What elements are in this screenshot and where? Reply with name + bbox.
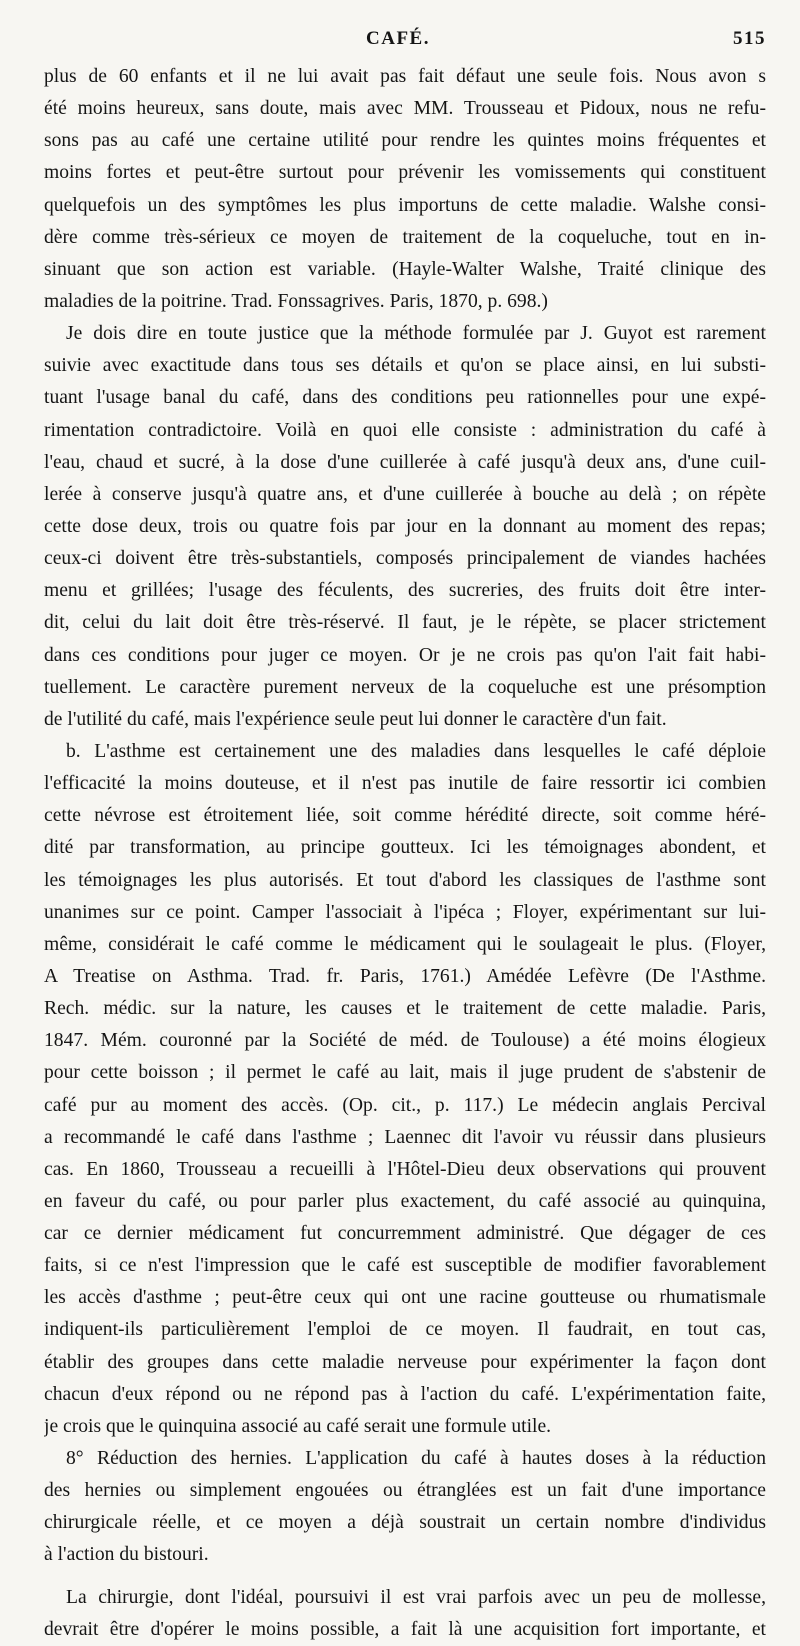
text-line: Je dois dire en toute justice que la méthode formulée par J. Guyot est rarement (66, 323, 766, 345)
text-line: été moins heureux, sans doute, mais avec MM. Trousseau et Pidoux, nous ne refu- (44, 98, 766, 120)
paragraph (44, 318, 766, 736)
text-line: même, considérait le café comme le médicament qui le soulageait le plus. (Floyer, (44, 933, 766, 955)
text-line: chacun d'eux répond ou ne répond pas à l'action du café. L'expérimentation faite, (44, 1383, 766, 1405)
text-line: de l'utilité du café, mais l'expérience seule peut lui donner le caractère d'un fait. (44, 708, 667, 730)
text-line: l'eau, chaud et sucré, à la dose d'une cuillerée à café jusqu'à deux ans, d'une cuil- (44, 451, 766, 473)
text-line: b. L'asthme est certainement une des maladies dans lesquelles le café déploie (66, 740, 766, 762)
text-line: indiquent-ils particulièrement l'emploi de ce moyen. Il faudrait, en tout cas, (44, 1319, 766, 1341)
text-line: menu et grillées; l'usage des féculents, des sucreries, des fruits doit être inter- (44, 580, 766, 602)
page-number: 515 (733, 28, 766, 49)
text-line: devrait être d'opérer le moins possible, a fait là une acquisition fort importante, et (44, 1618, 766, 1640)
text-line: les accès d'asthme ; peut-être ceux qui ont une racine goutteuse ou rhumatismale (44, 1287, 766, 1309)
text-line: a recommandé le café dans l'asthme ; Laennec dit l'avoir vu réussir dans plusieurs (44, 1126, 766, 1148)
text-line: maladies de la poitrine. Trad. Fonssagrives. Paris, 1870, p. 698.) (44, 290, 548, 312)
text-line: plus de 60 enfants et il ne lui avait pas fait défaut une seule fois. Nous avon s (44, 66, 766, 87)
text-line: établir des groupes dans cette maladie nerveuse pour expérimenter la façon dont (44, 1351, 766, 1373)
text-line: dans ces conditions pour juger ce moyen. Or je ne crois pas qu'on l'ait fait habi- (44, 644, 766, 666)
text-line: car ce dernier médicament fut concurremment administré. Que dégager de ces (44, 1223, 766, 1245)
text-line: 8° Réduction des hernies. L'application du café à hautes doses à la réduction (66, 1448, 766, 1470)
text-line: l'efficacité la moins douteuse, et il n'est pas inutile de faire ressortir ici combien (44, 773, 766, 795)
text-line: cette névrose est étroitement liée, soit comme hérédité directe, soit comme héré- (44, 805, 766, 827)
text-line: café pur au moment des accès. (Op. cit., p. 117.) Le médecin anglais Percival (44, 1094, 766, 1116)
text-line: tuellement. Le caractère purement nerveux de la coqueluche est une présomption (44, 676, 766, 698)
header-title: CAFÉ. (366, 28, 430, 49)
text-line: en faveur du café, ou pour parler plus exactement, du café associé au quinquina, (44, 1190, 766, 1212)
text-line: pour cette boisson ; il permet le café au lait, mais il juge prudent de s'abstenir de (44, 1062, 766, 1084)
text-line: chirurgicale réelle, et ce moyen a déjà soustrait un certain nombre d'individus (44, 1512, 766, 1534)
text-line: à l'action du bistouri. (44, 1544, 209, 1566)
text-line: je crois que le quinquina associé au café serait une formule utile. (44, 1415, 552, 1437)
text-line: unanimes sur ce point. Camper l'associait à l'ipéca ; Floyer, expérimentant sur lui- (44, 901, 766, 923)
text-line: 1847. Mém. couronné par la Société de méd. de Toulouse) a été moins élogieux (44, 1030, 766, 1052)
text-line: suivie avec exactitude dans tous ses détails et qu'on se place ainsi, en lui substi- (44, 355, 766, 377)
paragraph (44, 1443, 766, 1572)
text-line: des hernies ou simplement engouées ou étranglées est un fait d'une importance (44, 1480, 766, 1502)
paragraph (44, 61, 766, 318)
body-text (44, 61, 766, 1646)
paragraph (44, 1582, 766, 1646)
text-line: A Treatise on Asthma. Trad. fr. Paris, 1761.) Amédée Lefèvre (De l'Asthme. (44, 965, 766, 987)
text-line: Rech. médic. sur la nature, les causes et le traitement de cette maladie. Paris, (44, 998, 766, 1020)
text-line: dère comme très-sérieux ce moyen de traitement de la coqueluche, tout en in- (44, 226, 766, 248)
text-line: cette dose deux, trois ou quatre fois par jour en la donnant au moment des repas; (44, 515, 766, 537)
running-header (44, 28, 766, 58)
text-line: La chirurgie, dont l'idéal, poursuivi il est vrai parfois avec un peu de mollesse, (66, 1586, 766, 1608)
text-line: les témoignages les plus autorisés. Et tout d'abord les classiques de l'asthme sont (44, 869, 766, 891)
text-line: dit, celui du lait doit être très-réservé. Il faut, je le répète, se placer strictement (44, 612, 766, 634)
text-line: sons pas au café une certaine utilité pour rendre les quintes moins fréquentes et (44, 130, 766, 152)
text-line: moins fortes et peut-être surtout pour prévenir les vomissements qui constituent (44, 162, 766, 184)
text-line: ceux-ci doivent être très-substantiels, composés principalement de viandes hachées (44, 548, 766, 570)
text-line: faits, si ce n'est l'impression que le café est susceptible de modifier favorablement (44, 1255, 766, 1277)
text-line: tuant l'usage banal du café, dans des conditions peu rationnelles pour une expé- (44, 387, 766, 409)
text-line: lerée à conserve jusqu'à quatre ans, et d'une cuillerée à bouche au delà ; on répète (44, 483, 766, 505)
text-line: rimentation contradictoire. Voilà en quoi elle consiste : administration du café à (44, 419, 766, 441)
paragraph (44, 736, 766, 1443)
text-line: sinuant que son action est variable. (Hayle-Walter Walshe, Traité clinique des (44, 258, 766, 280)
text-line: dité par transformation, au principe goutteux. Ici les témoignages abondent, et (44, 837, 766, 859)
text-line: cas. En 1860, Trousseau a recueilli à l'Hôtel-Dieu deux observations qui prouvent (44, 1158, 766, 1180)
text-line: quelquefois un des symptômes les plus importuns de cette maladie. Walshe consi- (44, 194, 766, 216)
